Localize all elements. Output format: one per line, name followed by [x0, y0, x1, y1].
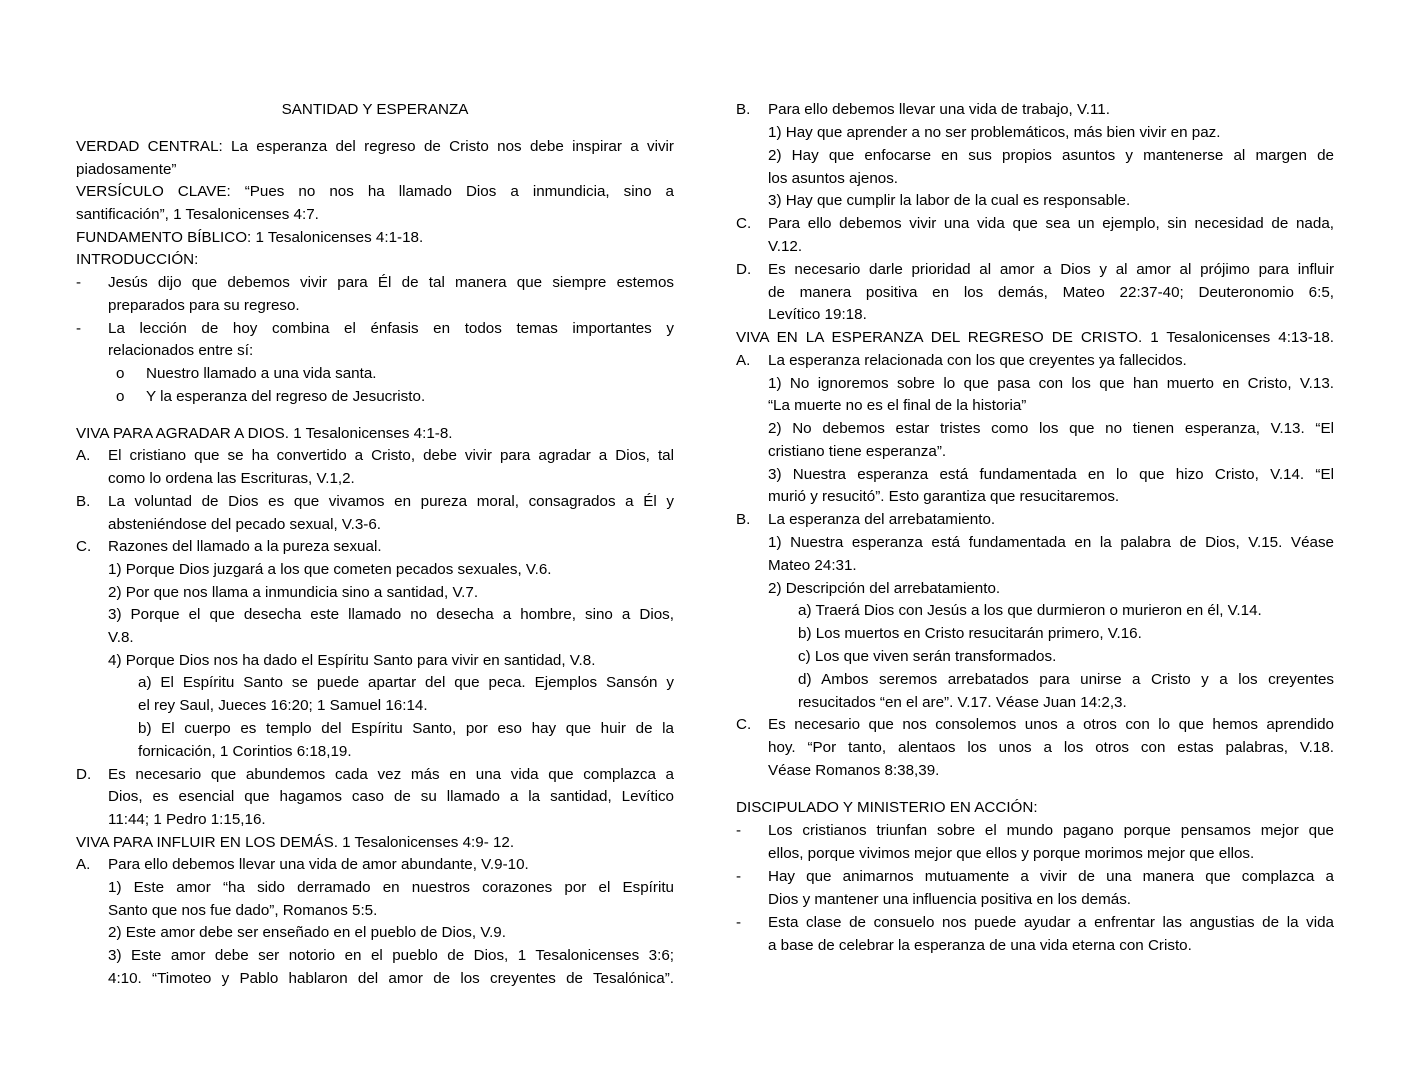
text-line: b) Los muertos en Cristo resucitarán primero, V.16.: [798, 625, 1142, 642]
text-line: 2) No debemos estar tristes como los que no tienen esperanza, V.13. “El: [768, 420, 1334, 437]
text-line: 4:10. “Timoteo y Pablo hablaron del amor de los creyentes de Tesalónica”.: [108, 970, 674, 987]
list-marker: -: [736, 822, 742, 839]
text-line: Dios, es esencial que hagamos caso de su llamado a la santidad, Levítico: [108, 788, 674, 805]
text-line: V.8.: [108, 629, 134, 646]
text-line: ellos, porque vivimos mejor que ellos y porque morimos mejor que ellos.: [768, 845, 1255, 862]
text-line: VERDAD CENTRAL: La esperanza del regreso de Cristo nos debe inspirar a vivir: [76, 138, 674, 155]
text-line: d) Ambos seremos arrebatados para unirse a Cristo y a los creyentes: [798, 671, 1334, 688]
text-line: Nuestro llamado a una vida santa.: [146, 365, 377, 382]
text-line: a base de celebrar la esperanza de una vida eterna con Cristo.: [768, 937, 1192, 954]
text-line: el rey Saul, Jueces 16:20; 1 Samuel 16:14.: [138, 697, 428, 714]
text-line: a) El Espíritu Santo se puede apartar del que peca. Ejemplos Sansón y: [138, 674, 674, 691]
text-line: La lección de hoy combina el énfasis en todos temas importantes y: [108, 320, 674, 337]
text-line: Y la esperanza del regreso de Jesucristo.: [146, 388, 426, 405]
text-line: Esta clase de consuelo nos puede ayudar a enfrentar las angustias de la vida: [768, 914, 1334, 931]
list-marker: o: [116, 365, 125, 382]
text-line: preparados para su regreso.: [108, 297, 300, 314]
text-line: 11:44; 1 Pedro 1:15,16.: [108, 811, 266, 828]
text-line: Es necesario que abundemos cada vez más en una vida que complazca a: [108, 766, 674, 783]
text-line: 2) Descripción del arrebatamiento.: [768, 580, 1001, 597]
text-line: La esperanza del arrebatamiento.: [768, 511, 996, 528]
list-marker: D.: [736, 261, 752, 278]
text-line: cristiano tiene esperanza”.: [768, 443, 947, 460]
text-line: piadosamente”: [76, 161, 177, 178]
list-marker: B.: [736, 511, 751, 528]
text-line: murió y resucitó”. Esto garantiza que resucitaremos.: [768, 488, 1120, 505]
text-line: 1) Nuestra esperanza está fundamentada en la palabra de Dios, V.15. Véase: [768, 534, 1334, 551]
text-line: Para ello debemos llevar una vida de trabajo, V.11.: [768, 101, 1110, 118]
text-line: 3) Hay que cumplir la labor de la cual es responsable.: [768, 192, 1131, 209]
text-line: Dios y mantener una influencia positiva en los demás.: [768, 891, 1132, 908]
text-line: La esperanza relacionada con los que creyentes ya fallecidos.: [768, 352, 1187, 369]
text-line: 3) Este amor debe ser notorio en el pueblo de Dios, 1 Tesalonicenses 3:6;: [108, 947, 674, 964]
list-marker: B.: [76, 493, 91, 510]
text-line: absteniéndose del pecado sexual, V.3-6.: [108, 516, 382, 533]
text-line: Véase Romanos 8:38,39.: [768, 762, 940, 779]
text-line: Es necesario darle prioridad al amor a Dios y al amor al prójimo para influir: [768, 261, 1334, 278]
text-line: Levítico 19:18.: [768, 306, 867, 323]
list-marker: -: [76, 320, 82, 337]
text-line: VIVA PARA INFLUIR EN LOS DEMÁS. 1 Tesalonicenses 4:9- 12.: [76, 834, 515, 851]
list-marker: D.: [76, 766, 92, 783]
text-line: La voluntad de Dios es que vivamos en pureza moral, consagrados a Él y: [108, 493, 674, 510]
list-marker: C.: [736, 215, 752, 232]
text-line: fornicación, 1 Corintios 6:18,19.: [138, 743, 352, 760]
list-marker: -: [736, 868, 742, 885]
text-line: INTRODUCCIÓN:: [76, 251, 199, 268]
list-marker: B.: [736, 101, 751, 118]
text-line: FUNDAMENTO BÍBLICO: 1 Tesalonicenses 4:1-18.: [76, 229, 424, 246]
text-line: Jesús dijo que debemos vivir para Él de tal manera que siempre estemos: [108, 274, 674, 291]
text-line: resucitados “en el are”. V.17. Véase Juan 14:2,3.: [798, 694, 1127, 711]
text-line: como lo ordena las Escrituras, V.1,2.: [108, 470, 355, 487]
text-line: de manera positiva en los demás, Mateo 22:37-40; Deuteronomio 6:5,: [768, 284, 1334, 301]
text-line: 3) Porque el que desecha este llamado no desecha a hombre, sino a Dios,: [108, 606, 674, 623]
list-marker: C.: [736, 716, 752, 733]
text-line: VIVA PARA AGRADAR A DIOS. 1 Tesalonicenses 4:1-8.: [76, 425, 453, 442]
text-line: a) Traerá Dios con Jesús a los que durmieron o murieron en él, V.14.: [798, 602, 1262, 619]
text-line: b) El cuerpo es templo del Espíritu Santo, por eso hay que huir de la: [138, 720, 674, 737]
text-line: Razones del llamado a la pureza sexual.: [108, 538, 382, 555]
text-line: hoy. “Por tanto, alentaos los unos a los otros con estas palabras, V.18.: [768, 739, 1334, 756]
text-line: VIVA EN LA ESPERANZA DEL REGRESO DE CRISTO. 1 Tesalonicenses 4:13-18.: [736, 329, 1334, 346]
list-marker: -: [76, 274, 82, 291]
text-line: Es necesario que nos consolemos unos a otros con lo que hemos aprendido: [768, 716, 1334, 733]
list-marker: A.: [76, 856, 91, 873]
list-marker: A.: [736, 352, 751, 369]
text-line: c) Los que viven serán transformados.: [798, 648, 1057, 665]
list-marker: C.: [76, 538, 92, 555]
text-line: El cristiano que se ha convertido a Cristo, debe vivir para agradar a Dios, tal: [108, 447, 674, 464]
text-line: Hay que animarnos mutuamente a vivir de una manera que complazca a: [768, 868, 1334, 885]
text-line: V.12.: [768, 238, 803, 255]
list-marker: -: [736, 914, 742, 931]
text-line: 1) Porque Dios juzgará a los que cometen pecados sexuales, V.6.: [108, 561, 552, 578]
text-line: “La muerte no es el final de la historia”: [768, 397, 1027, 414]
text-line: 4) Porque Dios nos ha dado el Espíritu Santo para vivir en santidad, V.8.: [108, 652, 596, 669]
text-line: 1) No ignoremos sobre lo que pasa con los que han muerto en Cristo, V.13.: [768, 375, 1334, 392]
page-title: SANTIDAD Y ESPERANZA: [281, 101, 469, 118]
text-line: 1) Hay que aprender a no ser problemáticos, más bien vivir en paz.: [768, 124, 1221, 141]
text-line: Mateo 24:31.: [768, 557, 857, 574]
text-line: relacionados entre sí:: [108, 342, 254, 359]
text-line: Los cristianos triunfan sobre el mundo pagano porque pensamos mejor que: [768, 822, 1334, 839]
text-line: 2) Por que nos llama a inmundicia sino a santidad, V.7.: [108, 584, 479, 601]
list-marker: A.: [76, 447, 91, 464]
text-line: 1) Este amor “ha sido derramado en nuestros corazones por el Espíritu: [108, 879, 674, 896]
text-line: 2) Este amor debe ser enseñado en el pueblo de Dios, V.9.: [108, 924, 506, 941]
text-line: los asuntos ajenos.: [768, 170, 899, 187]
text-line: 3) Nuestra esperanza está fundamentada en lo que hizo Cristo, V.14. “El: [768, 466, 1334, 483]
list-marker: o: [116, 388, 125, 405]
text-line: Santo que nos fue dado”, Romanos 5:5.: [108, 902, 378, 919]
text-line: santificación”, 1 Tesalonicenses 4:7.: [76, 206, 319, 223]
text-line: VERSÍCULO CLAVE: “Pues no nos ha llamado Dios a inmundicia, sino a: [76, 183, 674, 200]
text-line: DISCIPULADO Y MINISTERIO EN ACCIÓN:: [736, 799, 1038, 816]
text-line: Para ello debemos llevar una vida de amor abundante, V.9-10.: [108, 856, 529, 873]
text-line: 2) Hay que enfocarse en sus propios asuntos y mantenerse al margen de: [768, 147, 1334, 164]
text-line: Para ello debemos vivir una vida que sea un ejemplo, sin necesidad de nada,: [768, 215, 1334, 232]
